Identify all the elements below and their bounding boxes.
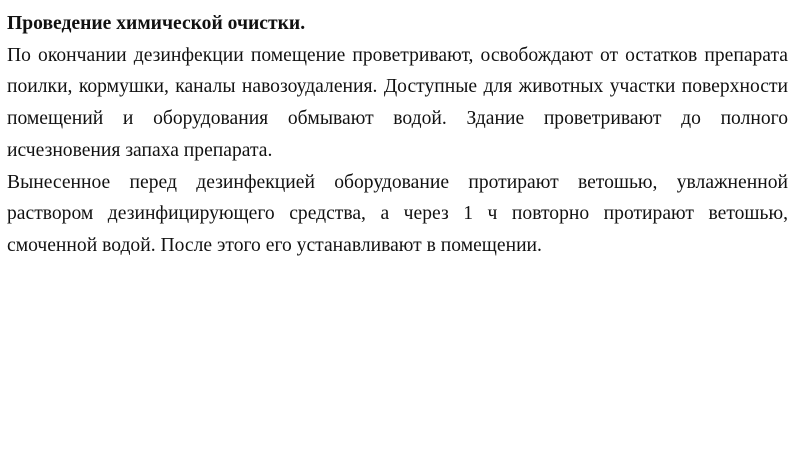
- document-body: [7, 8, 788, 262]
- section-heading: Проведение химической очистки.: [7, 13, 306, 34]
- paragraph-equipment-wiping: Вынесенное перед дезинфекцией оборудование протирают ветошью, увлажненной раствором дезинфицирующего средства, а через 1 ч повторно протирают ветошью, смоченной водой. После этого его устанавливают в помещении.: [7, 171, 788, 256]
- paragraph-ventilation: По окончании дезинфекции помещение проветривают, освобождают от остатков препарата поилки, кормушки, каналы навозоудаления. Доступные для животных участки поверхности помещений и оборудования обмывают водой. Здание проветривают до полного исчезновения запаха препарата.: [7, 44, 788, 161]
